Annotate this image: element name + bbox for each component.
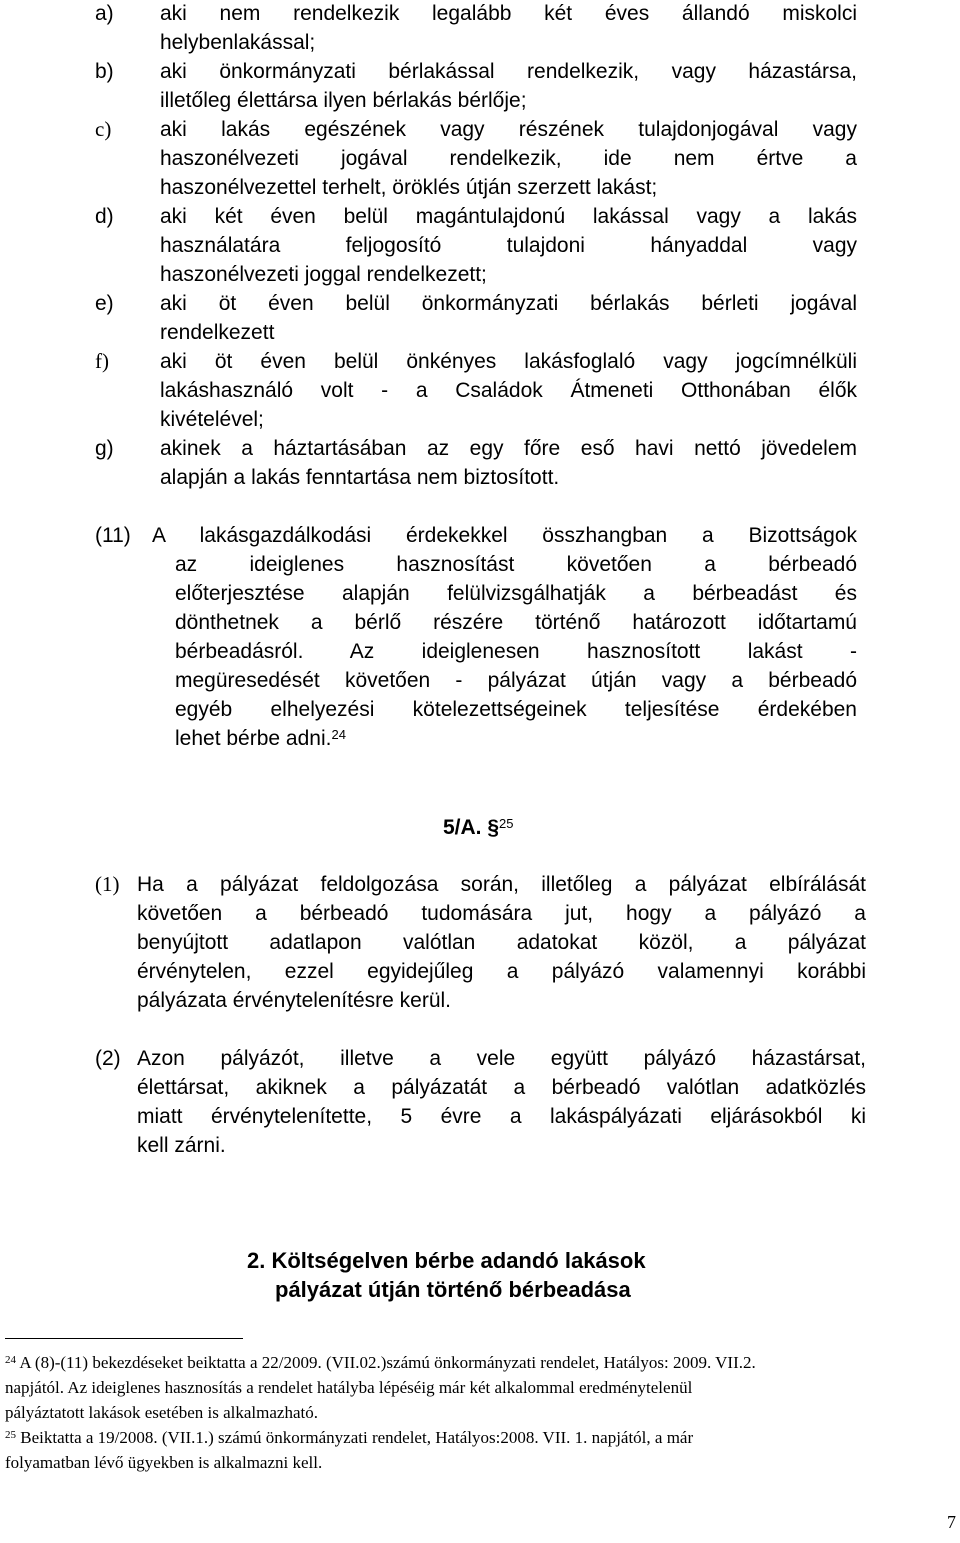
list-item-line: lakáshasználó volt - a Családok Átmeneti Otthonában élők bbox=[160, 379, 857, 402]
footnote-ref: 25 bbox=[499, 816, 514, 831]
list-item-label: c) bbox=[95, 117, 112, 141]
footnote-ref: 24 bbox=[331, 727, 346, 742]
paragraph-line-text: lehet bérbe adni. bbox=[175, 727, 332, 750]
footnote-line: folyamatban lévő ügyekben is alkalmazni kell. bbox=[5, 1453, 323, 1472]
list-item-label: g) bbox=[95, 437, 114, 460]
list-item-line: haszonélvezeti jogával rendelkezik, ide nem értve a bbox=[160, 147, 857, 170]
footnote-separator bbox=[5, 1338, 243, 1339]
paragraph-line: A lakásgazdálkodási érdekekkel összhangban a Bizottságok bbox=[152, 524, 857, 547]
list-item-line: helybenlakással; bbox=[160, 31, 316, 54]
list-item-line: aki két éven belül magántulajdonú lakással vagy a lakás bbox=[160, 205, 857, 228]
list-item-line: illetőleg élettársa ilyen bérlakás bérlője; bbox=[160, 89, 527, 112]
list-item-line: haszonélvezettel terhelt, öröklés útján szerzett lakást; bbox=[160, 176, 658, 199]
paragraph-label: (2) bbox=[95, 1047, 121, 1070]
page-number: 7 bbox=[947, 1512, 956, 1532]
section-title: 5/A. § bbox=[443, 816, 500, 839]
paragraph-line: kell zárni. bbox=[137, 1134, 226, 1157]
paragraph-line: benyújtott adatlapon valótlan adatokat közöl, a pályázat bbox=[137, 931, 866, 954]
footnote-line: napjától. Az ideiglenes hasznosítás a rendelet hatályba lépéséig már két alkalommal eredménytelenül bbox=[5, 1378, 693, 1397]
list-item-label: e) bbox=[95, 292, 114, 315]
list-item-line: alapján a lakás fenntartása nem biztosított. bbox=[160, 466, 560, 489]
footnote-line: pályáztatott lakások esetében is alkalmazható. bbox=[5, 1403, 318, 1422]
paragraph-line: az ideiglenes hasznosítást követően a bérbeadó bbox=[175, 553, 857, 576]
chapter-title-line: 2. Költségelven bérbe adandó lakások bbox=[247, 1248, 646, 1273]
paragraph-line: érvénytelen, ezzel egyidejűleg a pályázó valamennyi korábbi bbox=[137, 960, 866, 983]
footnote-text: A (8)-(11) bekezdéseket beiktatta a 22/2009. (VII.02.)számú önkormányzati rendelet, Hatályos: 2009. VII.2. bbox=[19, 1353, 756, 1372]
paragraph-line: dönthetnek a bérlő részére történő határozott időtartamú bbox=[175, 611, 857, 634]
paragraph-line: követően a bérbeadó tudomására jut, hogy a pályázó a bbox=[137, 902, 866, 925]
paragraph-line: élettársat, akiknek a pályázatát a bérbeadó valótlan adatközlés bbox=[137, 1076, 866, 1099]
list-item-line: rendelkezett bbox=[160, 321, 275, 344]
list-item-label: a) bbox=[95, 2, 114, 25]
list-item-line: aki önkormányzati bérlakással rendelkezik, vagy házastársa, bbox=[160, 60, 857, 83]
paragraph-line: megüresedését követően - pályázat útján vagy a bérbeadó bbox=[175, 669, 857, 692]
list-item-label: d) bbox=[95, 205, 114, 228]
list-item-label: f) bbox=[95, 349, 109, 373]
chapter-title-line: pályázat útján történő bérbeadása bbox=[275, 1277, 631, 1302]
paragraph-line: egyéb elhelyezési kötelezettségeinek teljesítése érdekében bbox=[175, 698, 857, 721]
paragraph-line: miatt érvénytelenítette, 5 évre a lakáspályázati eljárásokból ki bbox=[137, 1105, 866, 1128]
list-item-line: haszonélvezeti joggal rendelkezett; bbox=[160, 263, 487, 286]
footnote-text: Beiktatta a 19/2008. (VII.1.) számú önkormányzati rendelet, Hatályos:2008. VII. 1. napjától, a már bbox=[20, 1428, 694, 1447]
list-item-line: aki nem rendelkezik legalább két éves állandó miskolci bbox=[160, 2, 857, 25]
footnote-number: 25 bbox=[5, 1429, 16, 1441]
paragraph-line: pályázata érvénytelenítésre kerül. bbox=[137, 989, 452, 1012]
paragraph-line: bérbeadásról. Az ideiglenesen hasznosított lakást - bbox=[175, 640, 857, 663]
list-item-label: b) bbox=[95, 60, 114, 83]
paragraph-line: előterjesztése alapján felülvizsgálhatják a bérbeadást és bbox=[175, 582, 857, 605]
list-item-line: használatára feljogosító tulajdoni hányaddal vagy bbox=[160, 234, 857, 257]
paragraph-line: Ha a pályázat feldolgozása során, illetőleg a pályázat elbírálását bbox=[137, 873, 866, 896]
footnote-line bbox=[5, 1351, 756, 1375]
section-heading bbox=[443, 813, 514, 843]
paragraph-line: Azon pályázót, illetve a vele együtt pályázó házastársat, bbox=[137, 1047, 866, 1070]
list-item-line: aki öt éven belül önkényes lakásfoglaló vagy jogcímnélküli bbox=[160, 350, 857, 373]
list-item-line: akinek a háztartásában az egy főre eső havi nettó jövedelem bbox=[160, 437, 857, 460]
paragraph-label: (1) bbox=[95, 872, 120, 896]
footnote-number: 24 bbox=[5, 1354, 16, 1366]
list-item-line: aki lakás egészének vagy részének tulajdonjogával vagy bbox=[160, 118, 857, 141]
list-item-line: kivételével; bbox=[160, 408, 264, 431]
footnote-line bbox=[5, 1426, 693, 1450]
paragraph-line bbox=[175, 724, 346, 753]
paragraph-label: (11) bbox=[95, 524, 131, 547]
list-item-line: aki öt éven belül önkormányzati bérlakás bérleti jogával bbox=[160, 292, 857, 315]
